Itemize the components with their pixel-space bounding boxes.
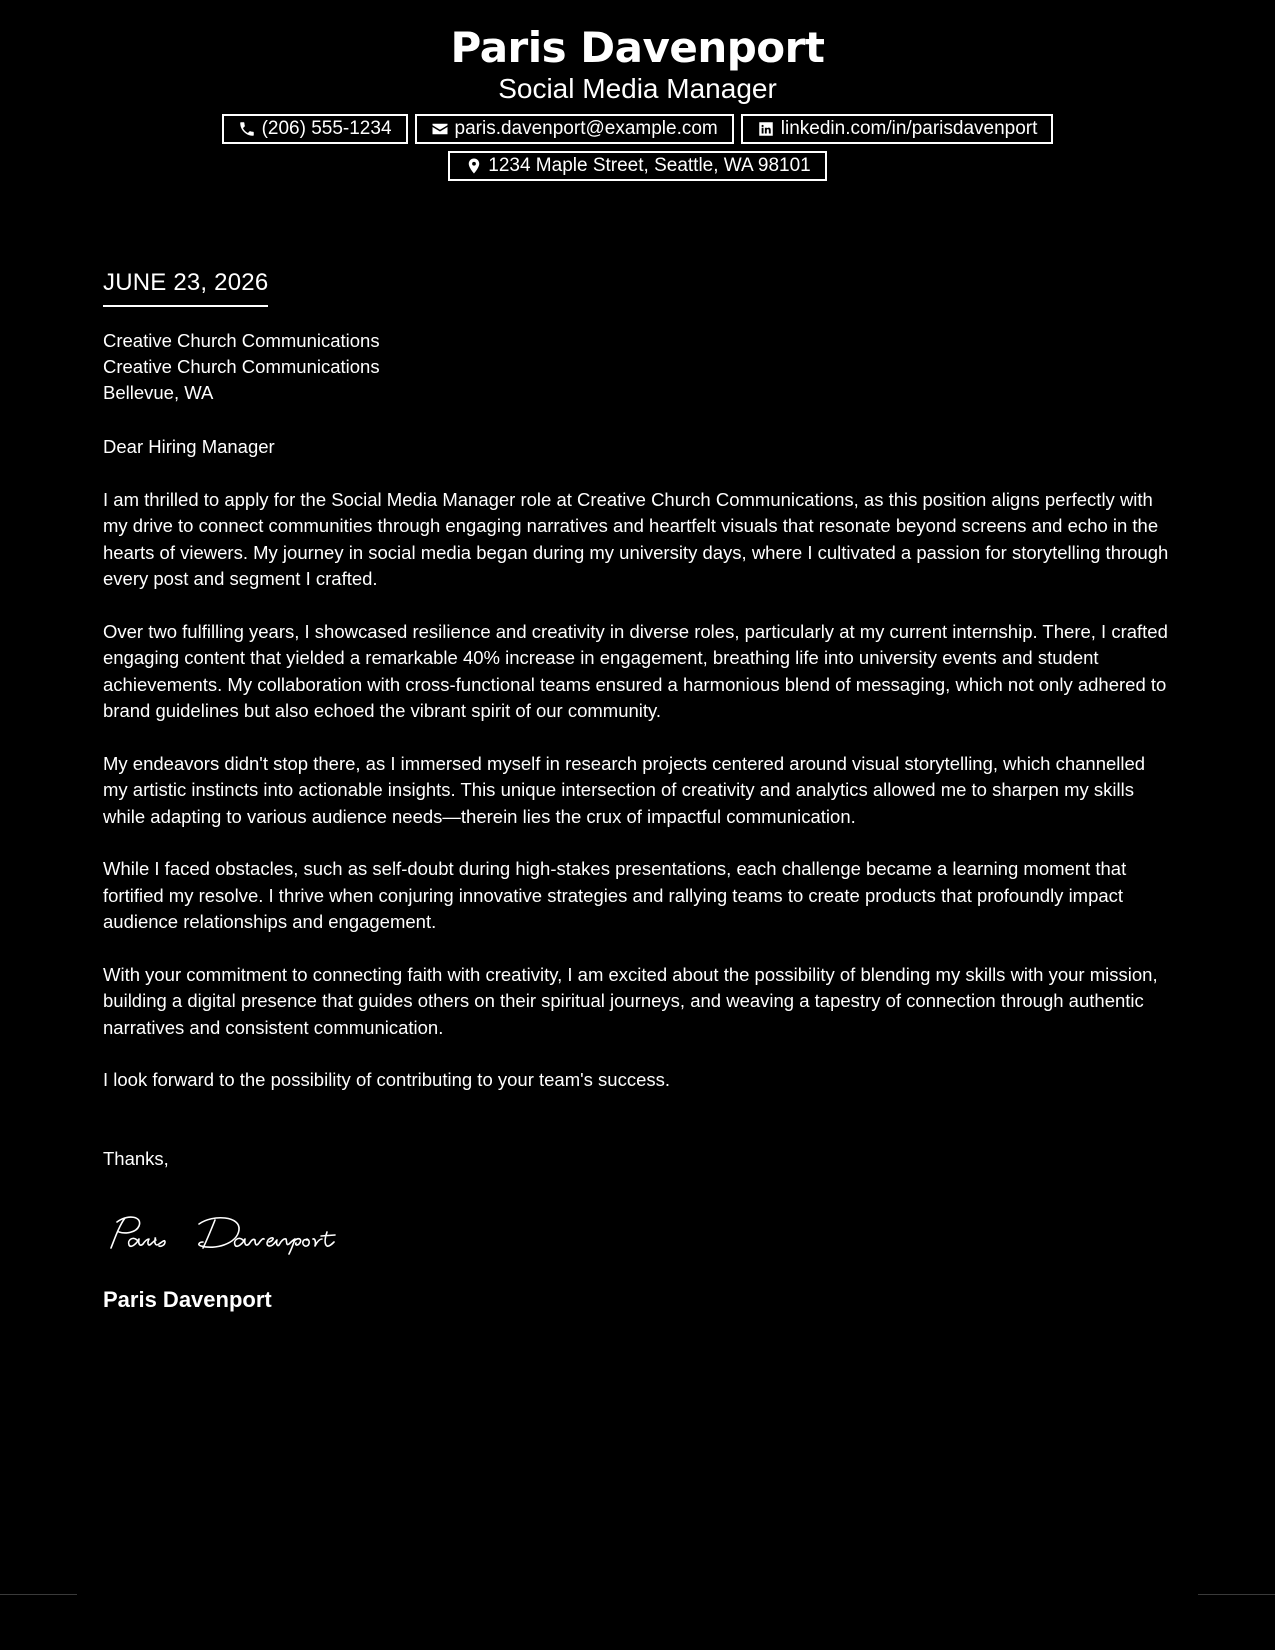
closing-line: I look forward to the possibility of contributing to your team's success. <box>103 1069 671 1090</box>
linkedin-chip[interactable] <box>741 114 1054 144</box>
recipient-line: Creative Church Communications <box>103 330 380 351</box>
footer-divider-right <box>1198 1594 1275 1595</box>
phone-icon <box>238 120 257 139</box>
map-marker-icon <box>464 157 483 176</box>
linkedin-text: linkedin.com/in/parisdavenport <box>780 118 1038 139</box>
recipient-block <box>103 328 1173 406</box>
body-paragraph: While I faced obstacles, such as self-doubt during high-stakes presentations, each challenge became a learning moment that fortified my resolve. I thrive when conjuring innovative strategies and rallying teams to create products that profoundly impact audience relationships and engagement. <box>103 858 1127 932</box>
body-paragraph: Over two fulfilling years, I showcased resilience and creativity in diverse roles, particularly at my current internship. There, I crafted engaging content that yielded a remarkable 40% increase in engagement, breathing life into university events and student achievements. My collaboration with cross-functional teams ensured a harmonious blend of messaging, which not only adhered to brand guidelines but also echoed the vibrant spirit of our community. <box>103 620 1168 721</box>
linkedin-icon <box>757 120 776 139</box>
signer-name: Paris Davenport <box>103 1287 272 1312</box>
envelope-icon <box>431 120 450 139</box>
contact-row <box>0 114 1275 144</box>
resume-header <box>0 22 1275 181</box>
applicant-name: Paris Davenport <box>450 23 825 72</box>
recipient-line: Creative Church Communications <box>103 356 380 377</box>
salutation: Dear Hiring Manager <box>103 436 275 457</box>
signoff: Thanks, <box>103 1147 169 1169</box>
body-paragraph: I am thrilled to apply for the Social Media Manager role at Creative Church Communications, as this position aligns perfectly with my drive to connect communities through engaging narratives and heartfelt visuals that resonate beyond screens and echo in the hearts of viewers. My journey in social media began during my university days, where I cultivated a passion for storytelling through every post and segment I crafted. <box>103 488 1169 589</box>
recipient-line: Bellevue, WA <box>103 382 214 403</box>
address-text: 1234 Maple Street, Seattle, WA 98101 <box>488 155 811 176</box>
email-chip[interactable] <box>415 114 734 144</box>
email-text: paris.davenport@example.com <box>454 118 718 139</box>
letter-date: JUNE 23, 2026 <box>103 266 268 307</box>
applicant-title: Social Media Manager <box>498 73 777 104</box>
address-chip <box>448 151 827 181</box>
body-paragraph: With your commitment to connecting faith with creativity, I am excited about the possibility of blending my skills with your mission, building a digital presence that guides others on their spiritual journeys, and weaving a tapestry of connection through authentic narratives and consistent communication. <box>103 963 1158 1038</box>
footer-divider-left <box>0 1594 77 1595</box>
address-row <box>0 151 1275 181</box>
handwritten-signature <box>103 1212 1173 1252</box>
phone-chip[interactable] <box>222 114 408 144</box>
body-paragraph: My endeavors didn't stop there, as I immersed myself in research projects centered around visual storytelling, which channelled my artistic instincts into actionable insights. This unique intersection of creativity and analytics allowed me to sharpen my skills while adapting to various audience needs—therein lies the crux of impactful communication. <box>103 752 1146 827</box>
cover-letter-body <box>103 266 1173 1314</box>
phone-text: (206) 555-1234 <box>261 118 392 139</box>
